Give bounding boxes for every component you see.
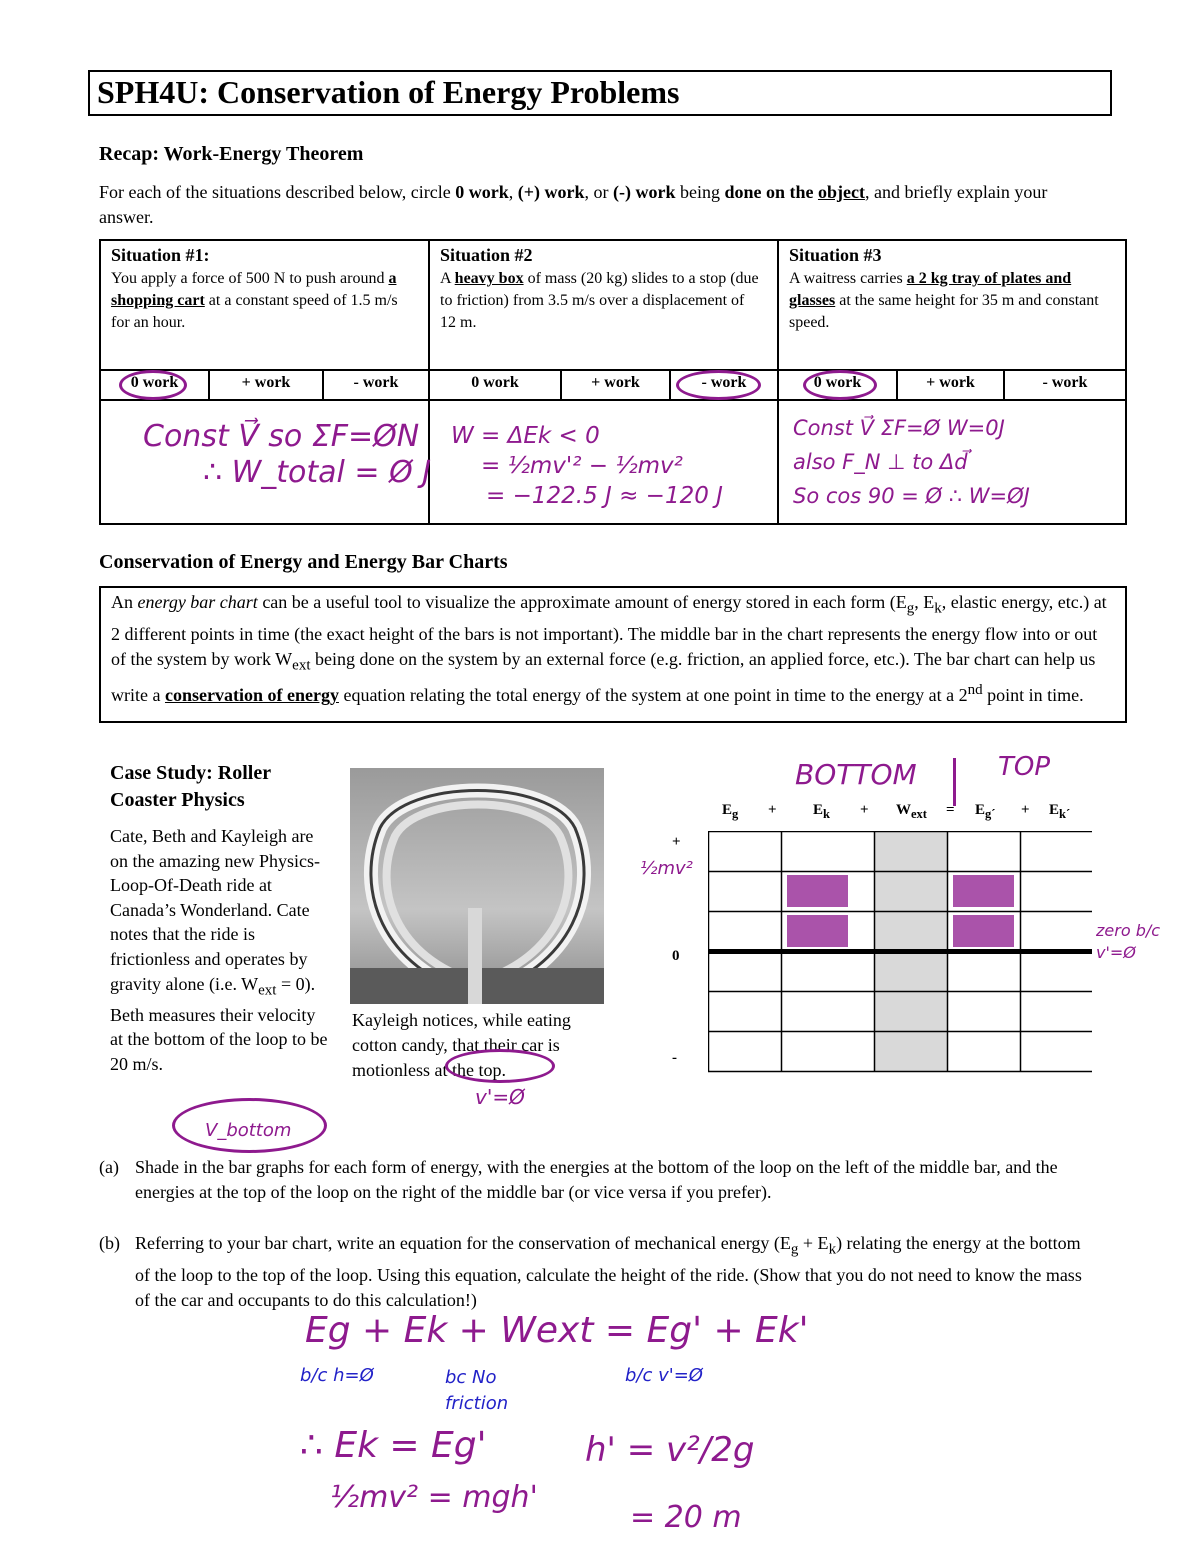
- answer-circle: [676, 370, 761, 400]
- recap-instruction: For each of the situations described below, circle 0 work, (+) work, or (-) work being done on the object, and briefly explain your answer.: [99, 182, 1048, 227]
- question-a-label: (a): [99, 1157, 119, 1177]
- annot-zero-right: zero b/c v'=Ø: [1096, 921, 1161, 962]
- option-minus-work[interactable]: - work: [1042, 374, 1088, 391]
- case-study-text: Cate, Beth and Kayleigh are on the amazing new Physics-Loop-Of-Death ride at Canada’s Wonderland. Cate notes that the ride is frictionless and operates by gravity alone (i.e. $W_{ext} = 0$). Beth measures their velocity at the bottom of the loop to be 20 m/s.: [110, 826, 328, 1074]
- option-zero-work[interactable]: 0 work: [130, 374, 179, 391]
- recap-heading: Recap: Work-Energy Theorem: [99, 143, 364, 165]
- question-b-label: (b): [99, 1233, 120, 1253]
- case-study-heading: Case Study: Roller Coaster Physics: [110, 762, 271, 811]
- page-title: SPH4U: Conservation of Energy Problems: [97, 74, 680, 110]
- filled-energy-cell: [787, 875, 848, 907]
- annot-top: TOP: [998, 752, 1051, 782]
- hw-note-3: b/c v'=Ø: [625, 1365, 703, 1386]
- answer-circle: [119, 370, 187, 400]
- hw-equation-3: ½mv² = mgh': [330, 1480, 538, 1515]
- bar-chart-grid: [708, 831, 1092, 1073]
- option-zero-work[interactable]: 0 work: [471, 374, 519, 391]
- situation-title: Situation #1:: [111, 245, 210, 265]
- work-situations-table: [99, 239, 1127, 525]
- filled-energy-cell: [953, 915, 1014, 947]
- question-b-text: Referring to your bar chart, write an equation for the conservation of mechanical energy $(E_g + E_k)$ relating the energy at the bottom of the loop to the top of the loop. Using this equation, calculate the height of the ride. (Show that you do not need to know the mass of the car and occupants to do this calculation!): [135, 1233, 1082, 1310]
- header-wext: $W_{ext}$: [896, 802, 927, 821]
- header-plus: +: [768, 802, 777, 818]
- annot-half-mv2: ½mv²: [640, 858, 693, 879]
- header-plus: +: [1021, 802, 1030, 818]
- option-minus-work[interactable]: - work: [353, 374, 399, 391]
- axis-zero: 0: [672, 948, 680, 964]
- answer-handwriting: W = ΔEk < 0 = ½mv'² − ½mv² = −122.5 J ≈ −120 J: [451, 423, 723, 509]
- hw-equation-1: Eg + Ek + Wext = Eg' + Ek': [305, 1310, 809, 1351]
- filled-energy-cell: [787, 915, 848, 947]
- option-minus-work[interactable]: - work: [701, 374, 747, 391]
- header-ek-prime: $E_{k´}$: [1049, 802, 1071, 821]
- answer-handwriting: Const V⃗ so ΣF=ØN ∴ W_total = Ø J: [143, 419, 432, 490]
- loop-track-icon: [350, 768, 604, 1004]
- axis-minus: -: [672, 1050, 677, 1066]
- roller-coaster-photo: [350, 768, 604, 1004]
- option-zero-work[interactable]: 0 work: [813, 374, 862, 391]
- answer-circle: [803, 370, 877, 400]
- header-eg: $E_g$: [722, 802, 739, 821]
- hw-note-1: b/c h=Ø: [300, 1365, 374, 1386]
- option-plus-work[interactable]: + work: [926, 374, 975, 391]
- option-plus-work[interactable]: + work: [241, 374, 291, 391]
- answer-handwriting: Const V⃗ ΣF=Ø W=0J also F_N ⊥ to Δd⃗ So cos 90 = Ø ∴ W=ØJ: [793, 416, 1030, 508]
- header-plus: +: [860, 802, 869, 818]
- filled-energy-cell: [953, 875, 1014, 907]
- situation-description: You apply a force of 500 N to push around a shopping cart at a constant speed of 1.5 m/s for an hour.: [111, 270, 398, 331]
- header-eg-prime: $E_{g´}$: [975, 802, 996, 821]
- situation-description: A waitress carries a 2 kg tray of plates and glasses at the same height for 35 m and constant speed.: [789, 270, 1099, 331]
- hw-equation-4: h' = v²/2g: [585, 1430, 755, 1470]
- hw-note-2: bc No friction: [445, 1367, 509, 1414]
- axis-plus: +: [672, 834, 681, 850]
- question-a-text: Shade in the bar graphs for each form of energy, with the energies at the bottom of the loop on the left of the middle bar, and the energies at the top of the loop on the right of the middle bar (or vice versa if you prefer).: [135, 1157, 1058, 1202]
- header-equals: =: [946, 802, 955, 818]
- situation-title: Situation #3: [789, 245, 882, 265]
- header-ek: $E_k$: [813, 802, 830, 821]
- vbottom-annotation: V_bottom: [205, 1120, 292, 1141]
- hw-equation-2: ∴ Ek = Eg': [300, 1425, 487, 1466]
- annot-divider: [953, 758, 956, 806]
- conservation-heading: Conservation of Energy and Energy Bar Charts: [99, 551, 508, 573]
- hw-equation-5: = 20 m: [630, 1500, 742, 1535]
- energy-bar-chart: [708, 831, 1092, 1073]
- energy-bar-chart-note: [99, 586, 1127, 723]
- vzero-annotation: v'=Ø: [475, 1085, 525, 1109]
- situation-title: Situation #2: [440, 245, 533, 265]
- motionless-circle: [445, 1049, 555, 1083]
- annot-bottom: BOTTOM: [795, 758, 917, 791]
- note-text: An energy bar chart can be a useful tool to visualize the approximate amount of energy stored in each form ($E_g$, $E_k$, elastic energy, etc.) at 2 different points in time (the exact height of the bars is not important). The middle bar in the chart represents the energy flow into or out of the system by work $W_{ext}$ being done on the system by an external force (e.g. friction, an applied force, etc.). The bar chart can help us write a conservation of energy equation relating the total energy of the system at one point in time to the energy at a 2nd point in time.: [111, 592, 1107, 706]
- kayleigh-text: Kayleigh notices, while eating cotton candy, that their car is motionless at the top.: [352, 1010, 571, 1080]
- option-plus-work[interactable]: + work: [591, 374, 640, 391]
- situation-description: A heavy box of mass (20 kg) slides to a stop (due to friction) from 3.5 m/s over a displacement of 12 m.: [440, 270, 759, 331]
